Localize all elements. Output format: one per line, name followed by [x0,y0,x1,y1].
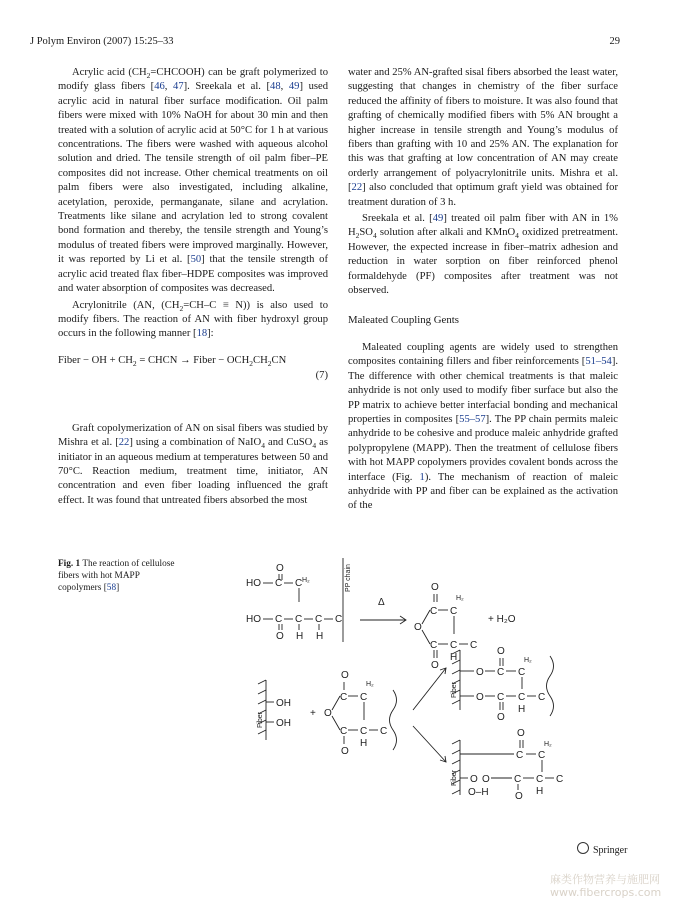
reference-link[interactable]: 51–54 [585,356,612,368]
maleic-anhydride-pp [414,582,516,671]
svg-text:O: O [497,646,505,657]
svg-text:O: O [476,667,484,678]
svg-text:H: H [450,652,458,663]
svg-text:O: O [497,712,505,723]
page-number: 29 [609,36,620,47]
reference-link[interactable]: 47 [173,81,184,93]
svg-text:C: C [450,640,458,651]
watermark: 麻类作物营养与施肥网 www.fibercrops.com [550,873,662,899]
svg-text:O: O [431,660,439,671]
reference-link[interactable]: 55–57 [459,413,486,425]
svg-text:C: C [538,692,546,703]
svg-text:O: O [482,774,490,785]
reference-link[interactable]: 22 [118,437,130,449]
equation-7 [58,354,328,390]
svg-text:C: C [360,726,368,737]
svg-text:C: C [430,606,438,617]
svg-text:C: C [450,606,458,617]
svg-text:H₂: H₂ [456,595,464,602]
svg-text:HO: HO [246,578,261,589]
svg-text:C: C [295,578,303,589]
right-column [348,66,618,514]
svg-text:O: O [341,670,349,681]
reference-link[interactable]: 49 [288,81,300,93]
svg-text:O: O [276,631,284,642]
svg-text:C: C [380,726,388,737]
fiber-left [257,670,397,757]
branch-arrows [413,668,446,762]
svg-text:O: O [517,728,525,739]
svg-text:H₂: H₂ [524,657,532,664]
svg-text:H₂: H₂ [302,577,310,584]
figure-label: Fig. 1 [58,559,81,569]
equation-number: (7) [315,369,328,381]
svg-text:H: H [316,631,324,642]
svg-text:+ H₂O: + H₂O [488,614,516,625]
svg-text:C: C [538,750,546,761]
reaction-scheme-figure [238,550,628,800]
svg-text:C: C [430,640,438,651]
section-heading: Maleated Coupling Gents [348,313,459,326]
svg-text:C: C [556,774,564,785]
publisher-logo: Springer [577,842,627,856]
maleic-acid-pp [246,558,352,642]
journal-citation: J Polym Environ (2007) 15:25–33 [30,36,174,47]
springer-horse-icon [577,842,589,854]
product-hydrogen-bond [451,728,563,800]
running-header [30,36,620,50]
svg-text:C: C [340,726,348,737]
svg-text:C: C [275,578,283,589]
svg-text:Δ: Δ [378,597,385,608]
svg-text:C: C [360,692,368,703]
svg-text:O: O [476,692,484,703]
svg-text:C: C [518,667,526,678]
paragraph-graft-copolymerization: Graft copolymerization of AN on sisal fibers was studied by Mishra et al. [22] using a combination of NaIO$_4$ and CuSO$_4$ as initiator in an aqueous medium at temperatures between 50 and 70°C. Reaction medium, treatment time, initiator, AN concentration and even fiber loading influenced the graft effect. It was found that untreated fibers absorbed the most [58,422,328,506]
paragraph-continued: water and 25% AN-grafted sisal fibers absorbed the least water, suggesting that changes in chemistry of the fiber surface reduced the affinity of fibers to moisture. It was also found that grafting of chemically modified fibers with 5% AN brought a higher increase in tensile strength and Young’s modulus of fibers than grafting with 10 and 25% AN. The explanation for this was that grafting at low concentration of AN may create orderly arrangement of polyacrylonitrile units. Mishra et al. [22] also concluded that optimum graft yield was obtained for treatment duration of 3 h. [348,67,618,208]
svg-text:C: C [470,640,478,651]
svg-text:OH: OH [276,718,291,729]
svg-text:+: + [310,708,316,719]
svg-text:C: C [497,667,505,678]
svg-text:C: C [497,692,505,703]
svg-text:C: C [518,692,526,703]
svg-text:OH: OH [276,698,291,709]
svg-text:C: C [516,750,524,761]
svg-text:C: C [315,614,323,625]
reference-link[interactable]: 22 [351,182,363,194]
svg-text:H₂: H₂ [366,681,374,688]
svg-text:O–H: O–H [468,787,489,798]
svg-text:H: H [360,738,368,749]
svg-text:C: C [335,614,343,625]
paragraph-oil-palm-an: Sreekala et al. [49] treated oil palm fiber with AN in 1% $H_2SO_4$ solution after alkali and KMnO$_4$ oxidized pretreatment. However, the expected increase in fiber–matrix adhesion and reduction in water sorption on fiber reinforced phenol formaldehyde (PF) composites after treatment was not observed. [348,213,618,297]
svg-text:C: C [514,774,522,785]
svg-text:PP chain: PP chain [345,564,352,592]
equation-formula: Fiber − OH + $CH_2$ = CHCN → Fiber − $OCH_2CH_2CN$ [58,354,287,368]
paragraph-acrylic-acid: Acrylic acid $(CH_2=CHCOOH)$ can be graft polymerized to modify glass fibers [46, 47]. Sreekala et al. [48, 49] used acrylic acid in natural fiber surface modification. Oil palm fibers were mixed with 10% NaOH for about 30 min and then treated with a solution of acrylic acid at 50°C for 1 h at various concentrations. The fibers were washed with aqueous alcohol solution and dried. The tensile strength of oil palm fiber–PE composites did not increase. Other chemical treatments on oil palm fibers were also investigated, including alkaline, acetylation, peroxide, permanganate, silane and acrylation. Treatments like silane and acrylation led to strong covalent bond formation and thereby, the tensile strength and Young’s modulus of treated fibers were improved marginally. However, it was reported by Li et al. [50] that the tensile strength of acrylic acid treated flax fiber–HDPE composites was improved and water absorption of composites was decreased. [58,67,329,295]
svg-text:HO: HO [246,614,261,625]
figure-link[interactable]: 1 [419,471,425,483]
figure-caption: Fig. 1 The reaction of cellulose fibers with hot MAPP copolymers [58] [58,559,175,594]
svg-text:C: C [275,614,283,625]
product-ester [451,646,554,723]
paragraph-acrylonitrile: Acrylonitrile (AN, $(CH_2=CH-C \equiv N)$) is also used to modify fibers. The reaction of AN with fiber hydroxyl group occurs in the following manner [18]: [58,299,328,340]
svg-text:O: O [324,708,332,719]
reference-link[interactable]: 46 [154,81,165,93]
reference-link[interactable]: 48 [270,81,281,93]
svg-text:C: C [340,692,348,703]
svg-text:C: C [536,774,544,785]
svg-text:Fiber: Fiber [257,712,264,728]
reference-link[interactable]: 49 [432,213,444,225]
left-column [58,66,328,508]
svg-text:Fiber: Fiber [451,770,458,786]
reference-link[interactable]: 18 [196,328,208,340]
reaction-scheme [238,550,628,800]
svg-text:H₂: H₂ [544,741,552,748]
svg-text:O: O [276,563,284,574]
svg-text:O: O [414,622,422,633]
reference-link[interactable]: 58 [106,583,117,594]
svg-text:H: H [296,631,304,642]
svg-text:Fiber: Fiber [451,682,458,698]
svg-text:O: O [470,774,478,785]
svg-text:O: O [431,582,439,593]
reference-link[interactable]: 50 [190,254,202,266]
svg-text:H: H [536,786,544,797]
svg-text:H: H [518,704,526,715]
paragraph-maleated: Maleated coupling agents are widely used to strengthen composites containing fillers and fiber reinforcements [51–54]. The difference with other chemical treatments is that maleic anhydride is not only used to modify fiber surface but also the PP matrix to achieve better interfacial bonding and mechanical properties in composites [55–57]. The PP chain permits maleic anhydride to be cohesive and produce maleic anhydride grafted polypropylene (MAPP). Then the treatment of cellulose fibers with hot MAPP copolymers provides covalent bonds across the interface (Fig. 1). The mechanism of reaction of maleic anhydride with PP and fiber can be explained as the activation of the [348,341,618,512]
svg-text:O: O [341,746,349,757]
svg-text:O: O [515,791,523,800]
svg-text:C: C [295,614,303,625]
reaction-arrow [360,597,406,624]
